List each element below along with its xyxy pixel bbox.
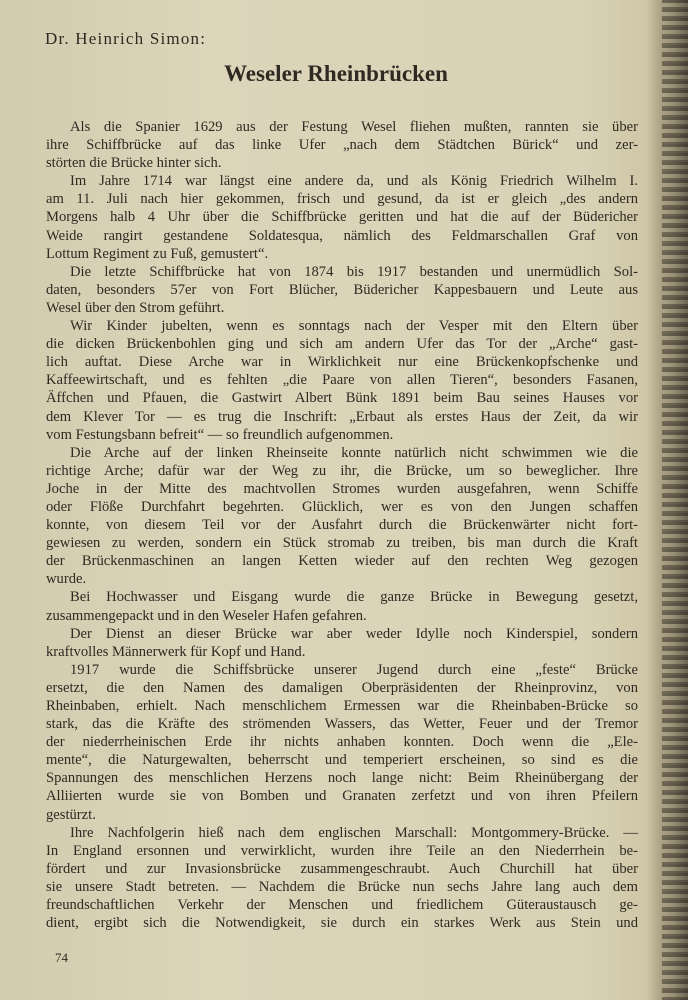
text-line: Kaffeewirtschaft, und es fehlten „die Paare von allen Tieren“, besonders Fasanen, [46, 372, 638, 389]
text-line: richtige Arche; dafür war der Weg zu ihr, die Brücke, um so beweglicher. Ihre [46, 462, 638, 479]
text-line: der niederrheinischen Erde ihr nichts anhaben konnten. Doch wenn die „Ele- [46, 734, 638, 751]
text-line: Äffchen und Pfauen, die Gastwirt Albert Bünk 1891 beim Bau seines Hauses vor [46, 390, 638, 407]
text-line: mente“, die Naturgewalten, beherrscht und temperiert erscheinen, so sind es die [46, 752, 638, 769]
text-line: die dicken Brückenbohlen ging und sich am andern Ufer das Tor der „Arche“ gast- [46, 336, 638, 353]
text-line: dient, ergibt sich die Notwendigkeit, sie durch ein starkes Werk aus Stein und [46, 915, 638, 932]
text-line: Ihre Nachfolgerin hieß nach dem englischen Marschall: Montgommery-Brücke. — [70, 824, 638, 841]
page-number: 74 [55, 950, 68, 965]
text-line: Bei Hochwasser und Eisgang wurde die ganze Brücke in Bewegung gesetzt, [70, 589, 638, 606]
text-line: störten die Brücke hinter sich. [46, 155, 222, 172]
paragraph [46, 172, 638, 262]
text-line: ersetzt, die den Namen des damaligen Oberpräsidenten der Rheinprovinz, von [46, 679, 638, 696]
text-line: zusammengepackt und in den Weseler Hafen gefahren. [46, 607, 367, 624]
text-line: Der Dienst an dieser Brücke war aber weder Idylle noch Kinderspiel, sondern [70, 625, 638, 642]
text-line: freundschaftlichen Verkehr der Menschen und friedlichem Güteraustausch ge- [46, 897, 638, 914]
page-edge-shadow [662, 0, 688, 1000]
text-line: 1917 wurde die Schiffsbrücke unserer Jugend durch eine „feste“ Brücke [70, 661, 638, 678]
text-line: Die Arche auf der linken Rheinseite konnte natürlich nicht schwimmen wie die [70, 444, 638, 461]
text-line: Morgens halb 4 Uhr über die Schiffbrücke geritten und hat die auf der Büdericher [46, 209, 638, 226]
text-line: konnte, von diesem Teil vor der Ausfahrt durch die Brückenwärter nicht fort- [46, 517, 638, 534]
text-line: der Brückenmaschinen an langen Ketten wieder auf den rechten Weg gezogen [46, 553, 638, 570]
text-line: oder Flöße Durchfahrt begehrten. Glücklich, wer es von den Jungen schaffen [46, 498, 638, 515]
text-line: Spannungen des menschlichen Herzens noch lange nicht: Beim Rheinübergang der [46, 770, 638, 787]
paragraph [46, 118, 638, 172]
author-heading: Dr. Heinrich Simon: [45, 29, 207, 48]
paragraph [46, 588, 638, 624]
text-line: Alliierten wurde sie von Bomben und Granaten zerfetzt und von ihren Pfeilern [46, 788, 638, 805]
text-line: gewiesen zu werden, sondern ein Stück stromab zu treiben, bis man durch die Kraft [46, 535, 638, 552]
paragraph [46, 263, 638, 317]
text-line: wurde. [46, 571, 87, 588]
text-line: fördert und zur Invasionsbrücke zusammengeschraubt. Auch Churchill hat über [46, 860, 638, 877]
text-line: Rheinbaben, erhielt. Nach menschlichem Ermessen war die Rheinbaben-Brücke so [46, 698, 638, 714]
text-line: stark, das die Kräfte des strömenden Wassers, das Wetter, Feuer und der Tremor [46, 716, 638, 733]
text-line: daten, besonders 57er von Fort Blücher, Büdericher Kappesbauern und Leute aus [46, 281, 638, 298]
text-line: sie unsere Stadt betreten. — Nachdem die Brücke nun sechs Jahre lang auch dem [46, 878, 638, 895]
paragraph [46, 444, 638, 589]
text-line: Joche in der Mitte des machtvollen Stromes wurden ausgefahren, wenn Schiffe [46, 480, 638, 497]
text-line: am 11. Juli nach hier gekommen, frisch und gesund, da ist er gleich „des andern [46, 191, 638, 208]
paragraph [46, 661, 638, 824]
text-line: ihre Schiffbrücke auf das linke Ufer „nach dem Städtchen Bürick“ und zer- [46, 137, 638, 154]
text-line: Wir Kinder jubelten, wenn es sonntags nach der Vesper mit den Eltern über [70, 318, 638, 335]
text-line: Im Jahre 1714 war längst eine andere da, und als König Friedrich Wilhelm I. [70, 173, 638, 190]
paragraph [46, 824, 638, 933]
text-line: In England ersonnen und verwirklicht, wurden ihre Teile an den Niederrhein be- [46, 842, 638, 859]
text-line: Wesel über den Strom geführt. [46, 299, 225, 316]
text-line: Die letzte Schiffbrücke hat von 1874 bis 1917 bestanden und unermüdlich Sol- [70, 263, 638, 280]
paragraph [46, 625, 638, 661]
text-line: gestürzt. [46, 806, 96, 823]
text-line: dem Klever Tor — es trug die Inschrift: „Erbaut als erstes Haus der Zeit, da wir [46, 408, 638, 425]
text-line: Weide rangirt gestandene Soldatesqua, nämlich des Feldmarschallen Graf von [46, 227, 638, 244]
article-title: Weseler Rheinbrücken [224, 61, 448, 86]
text-line: kraftvolles Männerwerk für Kopf und Hand. [46, 643, 306, 660]
text-line: lich auftat. Diese Arche war in Wirklichkeit nur eine Brückenkopfschenke und [46, 354, 638, 371]
text-line: vom Festungsbann befreit“ — so freundlich aufgenommen. [46, 426, 394, 443]
text-line: Als die Spanier 1629 aus der Festung Wesel fliehen mußten, rannten sie über [70, 119, 638, 135]
article-body [46, 118, 638, 932]
paragraph [46, 317, 638, 444]
text-line: Lottum Regiment zu Fuß, gemustert“. [46, 245, 269, 262]
